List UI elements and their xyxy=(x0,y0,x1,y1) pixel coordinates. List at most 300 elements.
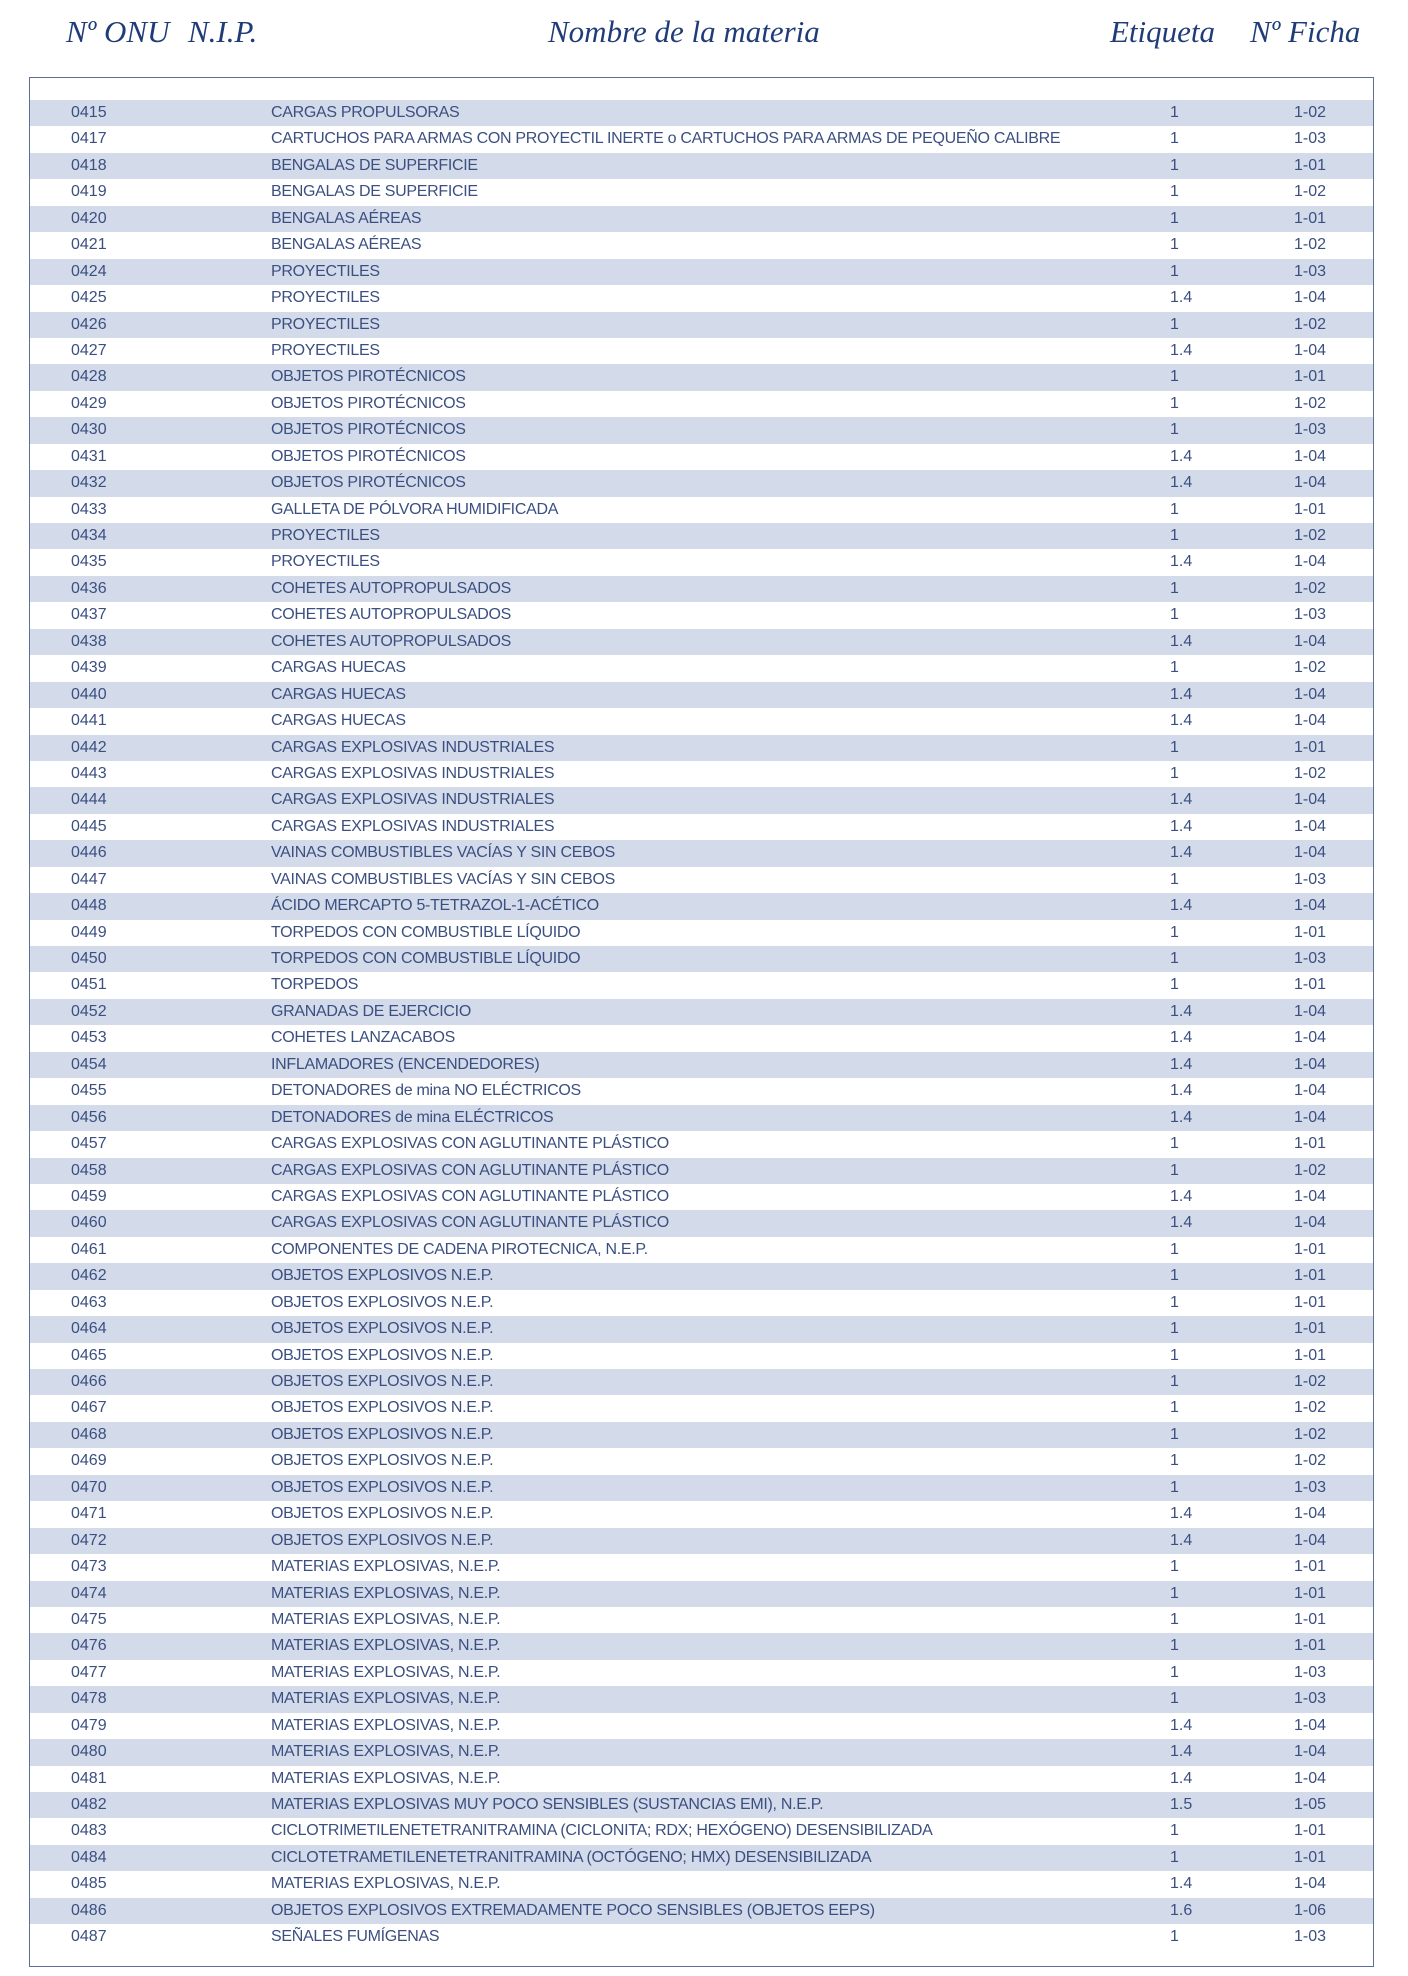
table-row xyxy=(30,444,1373,470)
cell-sheet: 1-01 xyxy=(1294,500,1327,518)
cell-label: 1 xyxy=(1170,1478,1179,1496)
cell-label: 1 xyxy=(1170,500,1179,518)
cell-label: 1.4 xyxy=(1170,1769,1193,1787)
cell-name: MATERIAS EXPLOSIVAS, N.E.P. xyxy=(271,1637,501,1655)
cell-label: 1.4 xyxy=(1170,341,1193,359)
cell-name: PROYECTILES xyxy=(271,315,380,333)
cell-label: 1 xyxy=(1170,1293,1179,1311)
cell-sheet: 1-02 xyxy=(1294,104,1327,121)
cell-name: MATERIAS EXPLOSIVAS, N.E.P. xyxy=(271,1584,501,1602)
cell-onu: 0451 xyxy=(71,976,107,994)
cell-onu: 0438 xyxy=(71,632,107,650)
table-row xyxy=(30,470,1373,496)
table-row xyxy=(30,787,1373,813)
cell-onu: 0476 xyxy=(71,1637,107,1655)
cell-sheet: 1-01 xyxy=(1294,1346,1327,1364)
cell-sheet: 1-03 xyxy=(1294,421,1327,439)
table-row xyxy=(30,497,1373,523)
cell-onu: 0472 xyxy=(71,1531,107,1549)
cell-label: 1 xyxy=(1170,1558,1179,1576)
table-frame xyxy=(29,77,1374,1967)
cell-label: 1 xyxy=(1170,1822,1179,1840)
cell-onu: 0464 xyxy=(71,1320,107,1338)
table-row xyxy=(30,946,1373,972)
cell-onu: 0420 xyxy=(71,209,107,227)
cell-onu: 0469 xyxy=(71,1452,107,1470)
cell-name: CARGAS EXPLOSIVAS CON AGLUTINANTE PLÁSTICO xyxy=(271,1135,669,1153)
cell-label: 1 xyxy=(1170,1452,1179,1470)
cell-sheet: 1-01 xyxy=(1294,1848,1327,1866)
cell-onu: 0447 xyxy=(71,870,107,888)
table-body xyxy=(30,100,1373,1951)
cell-sheet: 1-02 xyxy=(1294,764,1327,782)
cell-sheet: 1-01 xyxy=(1294,1610,1327,1628)
cell-onu: 0457 xyxy=(71,1135,107,1153)
cell-label: 1.4 xyxy=(1170,1082,1193,1100)
table-row xyxy=(30,1184,1373,1210)
cell-onu: 0482 xyxy=(71,1796,107,1813)
cell-onu: 0474 xyxy=(71,1584,107,1602)
cell-label: 1 xyxy=(1170,738,1179,756)
cell-label: 1 xyxy=(1170,976,1179,994)
table-row xyxy=(30,1369,1373,1395)
cell-sheet: 1-04 xyxy=(1294,474,1327,492)
cell-name: CARGAS HUECAS xyxy=(271,659,406,677)
cell-onu: 0443 xyxy=(71,764,107,782)
table-row xyxy=(30,814,1373,840)
table-row xyxy=(30,1395,1373,1421)
cell-label: 1.4 xyxy=(1170,1505,1193,1523)
cell-name: OBJETOS EXPLOSIVOS N.E.P. xyxy=(271,1531,494,1549)
cell-sheet: 1-04 xyxy=(1294,1002,1327,1020)
cell-name: OBJETOS EXPLOSIVOS N.E.P. xyxy=(271,1505,494,1523)
cell-name: MATERIAS EXPLOSIVAS MUY POCO SENSIBLES (SUSTANCIAS EMI), N.E.P. xyxy=(271,1796,824,1813)
cell-label: 1 xyxy=(1170,1373,1179,1390)
cell-onu: 0465 xyxy=(71,1346,107,1364)
cell-name: INFLAMADORES (ENCENDEDORES) xyxy=(271,1055,540,1073)
cell-sheet: 1-04 xyxy=(1294,1769,1327,1787)
cell-label: 1.4 xyxy=(1170,1716,1193,1734)
cell-name: MATERIAS EXPLOSIVAS, N.E.P. xyxy=(271,1663,501,1681)
cell-sheet: 1-01 xyxy=(1294,1637,1327,1655)
cell-name: DETONADORES de mina NO ELÉCTRICOS xyxy=(271,1082,581,1100)
cell-name: MATERIAS EXPLOSIVAS, N.E.P. xyxy=(271,1716,501,1734)
cell-sheet: 1-02 xyxy=(1294,659,1327,677)
table-row xyxy=(30,126,1373,152)
cell-name: OBJETOS PIROTÉCNICOS xyxy=(271,394,466,412)
cell-onu: 0441 xyxy=(71,712,107,730)
cell-name: COMPONENTES DE CADENA PIROTECNICA, N.E.P. xyxy=(271,1240,648,1258)
cell-label: 1 xyxy=(1170,209,1179,227)
table-row xyxy=(30,893,1373,919)
cell-label: 1.4 xyxy=(1170,1029,1193,1047)
table-row xyxy=(30,1660,1373,1686)
table-row xyxy=(30,840,1373,866)
table-row xyxy=(30,1766,1373,1792)
cell-name: CARGAS EXPLOSIVAS CON AGLUTINANTE PLÁSTICO xyxy=(271,1214,669,1232)
cell-sheet: 1-03 xyxy=(1294,1690,1327,1708)
cell-sheet: 1-04 xyxy=(1294,1531,1327,1549)
cell-name: COHETES AUTOPROPULSADOS xyxy=(271,632,511,650)
cell-label: 1 xyxy=(1170,1690,1179,1708)
cell-onu: 0426 xyxy=(71,315,107,333)
cell-sheet: 1-02 xyxy=(1294,394,1327,412)
table-row xyxy=(30,1343,1373,1369)
cell-onu: 0442 xyxy=(71,738,107,756)
table-row xyxy=(30,179,1373,205)
cell-sheet: 1-04 xyxy=(1294,712,1327,730)
cell-name: CICLOTETRAMETILENETETRANITRAMINA (OCTÓGENO; HMX) DESENSIBILIZADA xyxy=(271,1848,872,1866)
cell-name: TORPEDOS CON COMBUSTIBLE LÍQUIDO xyxy=(271,950,581,967)
cell-label: 1 xyxy=(1170,764,1179,782)
table-row xyxy=(30,629,1373,655)
cell-sheet: 1-01 xyxy=(1294,368,1327,386)
table-row xyxy=(30,153,1373,179)
cell-sheet: 1-01 xyxy=(1294,738,1327,756)
cell-sheet: 1-04 xyxy=(1294,341,1327,359)
cell-label: 1 xyxy=(1170,394,1179,412)
cell-name: MATERIAS EXPLOSIVAS, N.E.P. xyxy=(271,1769,501,1787)
column-header-sheet: Nº Ficha xyxy=(1250,14,1361,49)
cell-sheet: 1-04 xyxy=(1294,1029,1327,1047)
cell-label: 1.4 xyxy=(1170,632,1193,650)
cell-onu: 0480 xyxy=(71,1743,107,1761)
cell-onu: 0453 xyxy=(71,1029,107,1047)
table-row xyxy=(30,1475,1373,1501)
cell-label: 1 xyxy=(1170,1161,1179,1179)
cell-label: 1 xyxy=(1170,130,1179,148)
cell-sheet: 1-02 xyxy=(1294,1161,1327,1179)
cell-onu: 0452 xyxy=(71,1002,107,1020)
cell-sheet: 1-01 xyxy=(1294,1822,1327,1840)
cell-label: 1.4 xyxy=(1170,1108,1193,1126)
cell-label: 1 xyxy=(1170,368,1179,386)
cell-onu: 0432 xyxy=(71,474,107,492)
table-row xyxy=(30,1871,1373,1897)
table-row xyxy=(30,1686,1373,1712)
cell-label: 1 xyxy=(1170,659,1179,677)
cell-label: 1.4 xyxy=(1170,1214,1193,1232)
cell-onu: 0467 xyxy=(71,1399,107,1417)
cell-name: ÁCIDO MERCAPTO 5-TETRAZOL-1-ACÉTICO xyxy=(271,897,599,915)
cell-sheet: 1-04 xyxy=(1294,1505,1327,1523)
cell-name: CARGAS PROPULSORAS xyxy=(271,104,460,121)
cell-sheet: 1-04 xyxy=(1294,553,1327,571)
cell-label: 1 xyxy=(1170,1610,1179,1628)
cell-onu: 0477 xyxy=(71,1663,107,1681)
cell-name: PROYECTILES xyxy=(271,289,380,307)
cell-sheet: 1-01 xyxy=(1294,1584,1327,1602)
cell-sheet: 1-04 xyxy=(1294,791,1327,809)
cell-label: 1.4 xyxy=(1170,289,1193,307)
cell-name: OBJETOS EXPLOSIVOS N.E.P. xyxy=(271,1478,494,1496)
table-row xyxy=(30,206,1373,232)
cell-onu: 0434 xyxy=(71,527,107,544)
table-row xyxy=(30,391,1373,417)
cell-onu: 0446 xyxy=(71,844,107,862)
cell-name: PROYECTILES xyxy=(271,527,380,544)
cell-sheet: 1-04 xyxy=(1294,632,1327,650)
cell-name: CARGAS EXPLOSIVAS CON AGLUTINANTE PLÁSTICO xyxy=(271,1161,669,1179)
cell-label: 1.4 xyxy=(1170,1743,1193,1761)
cell-onu: 0436 xyxy=(71,579,107,597)
cell-sheet: 1-04 xyxy=(1294,1055,1327,1073)
cell-onu: 0484 xyxy=(71,1848,107,1866)
cell-name: GRANADAS DE EJERCICIO xyxy=(271,1002,471,1020)
cell-onu: 0419 xyxy=(71,183,107,201)
table-row xyxy=(30,735,1373,761)
table-row xyxy=(30,576,1373,602)
cell-onu: 0421 xyxy=(71,236,107,254)
cell-label: 1 xyxy=(1170,236,1179,254)
cell-sheet: 1-03 xyxy=(1294,1663,1327,1681)
cell-onu: 0439 xyxy=(71,659,107,677)
cell-name: CARGAS EXPLOSIVAS INDUSTRIALES xyxy=(271,817,555,835)
cell-name: CARGAS EXPLOSIVAS INDUSTRIALES xyxy=(271,791,555,809)
cell-name: MATERIAS EXPLOSIVAS, N.E.P. xyxy=(271,1875,501,1893)
cell-name: DETONADORES de mina ELÉCTRICOS xyxy=(271,1108,554,1126)
cell-onu: 0437 xyxy=(71,606,107,624)
cell-onu: 0440 xyxy=(71,685,107,703)
cell-sheet: 1-04 xyxy=(1294,1108,1327,1126)
cell-name: OBJETOS EXPLOSIVOS N.E.P. xyxy=(271,1425,494,1443)
cell-label: 1.5 xyxy=(1170,1796,1193,1813)
table-row xyxy=(30,602,1373,628)
cell-label: 1 xyxy=(1170,1848,1179,1866)
table-row xyxy=(30,1263,1373,1289)
table-row xyxy=(30,1025,1373,1051)
cell-name: OBJETOS PIROTÉCNICOS xyxy=(271,368,466,386)
cell-sheet: 1-03 xyxy=(1294,606,1327,624)
table-row xyxy=(30,364,1373,390)
cell-sheet: 1-01 xyxy=(1294,1240,1327,1258)
cell-onu: 0463 xyxy=(71,1293,107,1311)
cell-name: OBJETOS EXPLOSIVOS N.E.P. xyxy=(271,1346,494,1364)
cell-name: OBJETOS PIROTÉCNICOS xyxy=(271,474,466,492)
cell-sheet: 1-04 xyxy=(1294,897,1327,915)
cell-sheet: 1-03 xyxy=(1294,870,1327,888)
cell-sheet: 1-04 xyxy=(1294,1187,1327,1205)
cell-onu: 0425 xyxy=(71,289,107,307)
cell-sheet: 1-04 xyxy=(1294,1082,1327,1100)
cell-onu: 0444 xyxy=(71,791,107,809)
table-row xyxy=(30,655,1373,681)
cell-name: OBJETOS PIROTÉCNICOS xyxy=(271,421,466,439)
cell-sheet: 1-02 xyxy=(1294,183,1327,201)
column-header-label: Etiqueta xyxy=(1110,14,1216,49)
table-row xyxy=(30,1633,1373,1659)
cell-sheet: 1-03 xyxy=(1294,262,1327,280)
cell-onu: 0471 xyxy=(71,1505,107,1523)
cell-name: VAINAS COMBUSTIBLES VACÍAS Y SIN CEBOS xyxy=(271,870,615,888)
cell-name: OBJETOS PIROTÉCNICOS xyxy=(271,447,466,465)
cell-label: 1.4 xyxy=(1170,447,1193,465)
cell-name: MATERIAS EXPLOSIVAS, N.E.P. xyxy=(271,1558,501,1576)
cell-name: BENGALAS DE SUPERFICIE xyxy=(271,183,478,201)
cell-name: OBJETOS EXPLOSIVOS N.E.P. xyxy=(271,1399,494,1417)
cell-label: 1 xyxy=(1170,315,1179,333)
cell-label: 1.4 xyxy=(1170,1875,1193,1893)
cell-onu: 0431 xyxy=(71,447,107,465)
table-row xyxy=(30,1924,1373,1950)
column-header-name: Nombre de la materia xyxy=(548,14,820,49)
cell-label: 1 xyxy=(1170,156,1179,174)
table-row xyxy=(30,1528,1373,1554)
cell-name: TORPEDOS xyxy=(271,976,359,994)
cell-name: CARGAS HUECAS xyxy=(271,685,406,703)
cell-label: 1.4 xyxy=(1170,712,1193,730)
cell-onu: 0445 xyxy=(71,817,107,835)
cell-onu: 0427 xyxy=(71,341,107,359)
cell-onu: 0448 xyxy=(71,897,107,915)
cell-sheet: 1-04 xyxy=(1294,844,1327,862)
cell-sheet: 1-01 xyxy=(1294,976,1327,994)
cell-label: 1 xyxy=(1170,1637,1179,1655)
table-row xyxy=(30,338,1373,364)
table-row xyxy=(30,1158,1373,1184)
cell-label: 1.4 xyxy=(1170,474,1193,492)
cell-name: SEÑALES FUMÍGENAS xyxy=(271,1928,440,1946)
cell-onu: 0429 xyxy=(71,394,107,412)
table-row xyxy=(30,549,1373,575)
cell-sheet: 1-04 xyxy=(1294,289,1327,307)
cell-name: PROYECTILES xyxy=(271,553,380,571)
cell-name: COHETES LANZACABOS xyxy=(271,1029,455,1047)
cell-name: OBJETOS EXPLOSIVOS EXTREMADAMENTE POCO SENSIBLES (OBJETOS EEPS) xyxy=(271,1901,875,1919)
table-row xyxy=(30,682,1373,708)
cell-label: 1 xyxy=(1170,1928,1179,1946)
cell-name: CARGAS EXPLOSIVAS CON AGLUTINANTE PLÁSTICO xyxy=(271,1187,669,1205)
cell-label: 1 xyxy=(1170,1320,1179,1338)
cell-onu: 0468 xyxy=(71,1425,107,1443)
cell-sheet: 1-01 xyxy=(1294,1293,1327,1311)
cell-name: BENGALAS DE SUPERFICIE xyxy=(271,156,478,174)
cell-sheet: 1-02 xyxy=(1294,527,1327,544)
cell-onu: 0470 xyxy=(71,1478,107,1496)
cell-name: GALLETA DE PÓLVORA HUMIDIFICADA xyxy=(271,500,559,518)
cell-onu: 0460 xyxy=(71,1214,107,1232)
table-row xyxy=(30,1607,1373,1633)
table-row xyxy=(30,259,1373,285)
cell-name: OBJETOS EXPLOSIVOS N.E.P. xyxy=(271,1267,494,1285)
cell-name: OBJETOS EXPLOSIVOS N.E.P. xyxy=(271,1293,494,1311)
cell-label: 1 xyxy=(1170,1399,1179,1417)
cell-sheet: 1-04 xyxy=(1294,1214,1327,1232)
table-row xyxy=(30,1210,1373,1236)
cell-name: MATERIAS EXPLOSIVAS, N.E.P. xyxy=(271,1743,501,1761)
cell-name: CARGAS EXPLOSIVAS INDUSTRIALES xyxy=(271,738,555,756)
table-row xyxy=(30,1290,1373,1316)
cell-onu: 0462 xyxy=(71,1267,107,1285)
cell-onu: 0481 xyxy=(71,1769,107,1787)
column-header-onu: Nº ONU xyxy=(66,14,170,49)
cell-onu: 0428 xyxy=(71,368,107,386)
cell-name: COHETES AUTOPROPULSADOS xyxy=(271,579,511,597)
table-row xyxy=(30,1554,1373,1580)
cell-name: OBJETOS EXPLOSIVOS N.E.P. xyxy=(271,1373,494,1390)
cell-label: 1 xyxy=(1170,1346,1179,1364)
cell-label: 1 xyxy=(1170,104,1179,121)
cell-sheet: 1-01 xyxy=(1294,209,1327,227)
cell-label: 1.4 xyxy=(1170,1002,1193,1020)
table-row xyxy=(30,1818,1373,1844)
cell-onu: 0417 xyxy=(71,130,107,148)
table-row xyxy=(30,1237,1373,1263)
cell-onu: 0424 xyxy=(71,262,107,280)
table-row xyxy=(30,999,1373,1025)
column-header-nip: N.I.P. xyxy=(188,14,258,49)
table-row xyxy=(30,312,1373,338)
table-row xyxy=(30,1105,1373,1131)
cell-label: 1.4 xyxy=(1170,1531,1193,1549)
table-row xyxy=(30,1448,1373,1474)
cell-sheet: 1-03 xyxy=(1294,1928,1327,1946)
table-row xyxy=(30,232,1373,258)
cell-onu: 0458 xyxy=(71,1161,107,1179)
cell-name: OBJETOS EXPLOSIVOS N.E.P. xyxy=(271,1452,494,1470)
cell-label: 1.4 xyxy=(1170,817,1193,835)
cell-name: MATERIAS EXPLOSIVAS, N.E.P. xyxy=(271,1690,501,1708)
cell-label: 1 xyxy=(1170,183,1179,201)
cell-label: 1 xyxy=(1170,950,1179,967)
cell-name: CARGAS EXPLOSIVAS INDUSTRIALES xyxy=(271,764,555,782)
cell-label: 1 xyxy=(1170,606,1179,624)
cell-name: PROYECTILES xyxy=(271,341,380,359)
cell-name: PROYECTILES xyxy=(271,262,380,280)
cell-sheet: 1-01 xyxy=(1294,1135,1327,1153)
cell-onu: 0449 xyxy=(71,923,107,941)
cell-label: 1 xyxy=(1170,923,1179,941)
cell-onu: 0485 xyxy=(71,1875,107,1893)
cell-name: COHETES AUTOPROPULSADOS xyxy=(271,606,511,624)
table-row xyxy=(30,1501,1373,1527)
cell-label: 1 xyxy=(1170,870,1179,888)
cell-label: 1 xyxy=(1170,421,1179,439)
cell-onu: 0454 xyxy=(71,1055,107,1073)
cell-sheet: 1-04 xyxy=(1294,685,1327,703)
table-row xyxy=(30,1898,1373,1924)
cell-sheet: 1-01 xyxy=(1294,156,1327,174)
table-row xyxy=(30,1739,1373,1765)
cell-name: CARGAS HUECAS xyxy=(271,712,406,730)
cell-onu: 0487 xyxy=(71,1928,107,1946)
table-row xyxy=(30,1052,1373,1078)
cell-sheet: 1-04 xyxy=(1294,1875,1327,1893)
cell-label: 1 xyxy=(1170,1240,1179,1258)
cell-sheet: 1-01 xyxy=(1294,923,1327,941)
cell-label: 1.4 xyxy=(1170,553,1193,571)
table-row xyxy=(30,1316,1373,1342)
cell-name: CARTUCHOS PARA ARMAS CON PROYECTIL INERTE o CARTUCHOS PARA ARMAS DE PEQUEÑO CALIBRE xyxy=(271,130,1061,148)
cell-label: 1.4 xyxy=(1170,844,1193,862)
cell-label: 1 xyxy=(1170,579,1179,597)
cell-sheet: 1-03 xyxy=(1294,1478,1327,1496)
table-row xyxy=(30,1792,1373,1818)
cell-onu: 0433 xyxy=(71,500,107,518)
cell-sheet: 1-04 xyxy=(1294,817,1327,835)
cell-sheet: 1-02 xyxy=(1294,1373,1327,1390)
cell-name: MATERIAS EXPLOSIVAS, N.E.P. xyxy=(271,1610,501,1628)
cell-sheet: 1-01 xyxy=(1294,1558,1327,1576)
cell-sheet: 1-02 xyxy=(1294,579,1327,597)
table-row xyxy=(30,708,1373,734)
cell-sheet: 1-04 xyxy=(1294,447,1327,465)
cell-onu: 0486 xyxy=(71,1901,107,1919)
cell-name: BENGALAS AÉREAS xyxy=(271,236,422,254)
table-row xyxy=(30,972,1373,998)
cell-onu: 0473 xyxy=(71,1558,107,1576)
cell-onu: 0415 xyxy=(71,104,107,121)
